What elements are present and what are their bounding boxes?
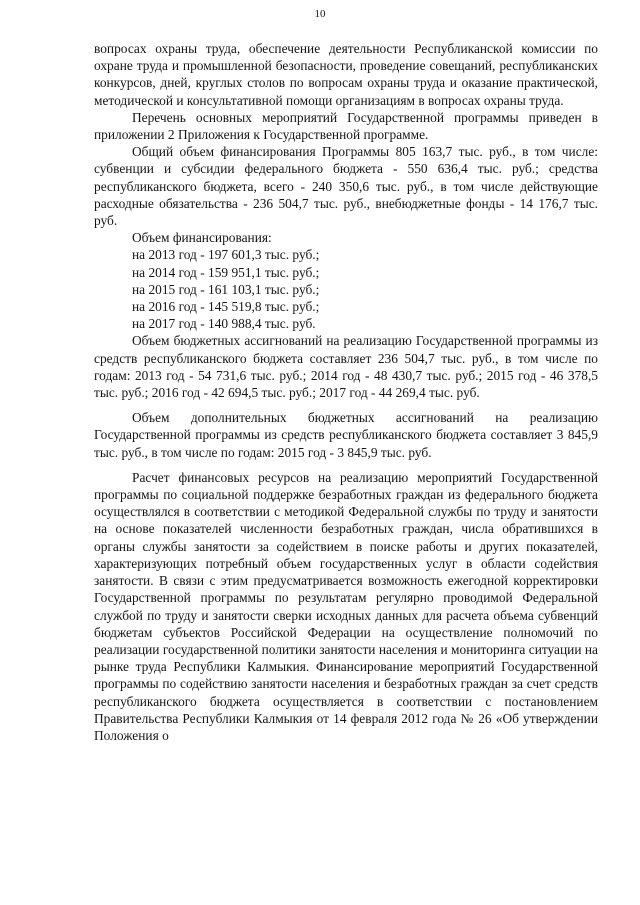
funding-item-2016: на 2016 год - 145 519,8 тыс. руб.; [132,299,320,315]
paragraph-additional-allocations: Объем дополнительных бюджетных ассигнований на реализацию Государственной программы из средств республиканского бюджета составляет 3 845,9 тыс. руб., в том числе по годам: 2015 год - 3 845,9 тыс. руб. [94,410,598,460]
paragraph-resource-calculation: Расчет финансовых ресурсов на реализацию мероприятий Государственной программы по социальной поддержке безработных граждан из федерального бюджета осуществлялся в соответствии с методикой Федеральной службы по труду и занятости на основе показателей численности безработных граждан, числа обратившихся в органы службы занятости за содействием в поиске работы и других показателей, характеризующих потребный объем государственных услуг в области содействия занятости. В связи с этим предусматривается возможность ежегодной корректировки Государственной программы по результатам регулярно проводимой Федеральной службой по труду и занятости сверки исходных данных для расчета объема субвенций бюджетам субъектов Российской Федерации на осуществление полномочий по реализации государственной политики занятости населения и мониторинга ситуации на рынке труда Республики Калмыкия. Финансирование мероприятий Государственной программы по содействию занятости населения и безработных граждан за счет средств республиканского бюджета осуществляется в соответствии с постановлением Правительства Республики Калмыкия от 14 февраля 2012 года № 26 «Об утверждении Положения о [94,469,598,743]
paragraph-total-funding: Общий объем финансирования Программы 805 163,7 тыс. руб., в том числе: субвенции и субсидии федерального бюджета - 550 636,4 тыс. руб.; средства республиканского бюджета, всего - 240 350,6 тыс. руб., в том числе действующие расходные обязательства - 236 504,7 тыс. руб., внебюджетные фонды - 14 176,7 тыс. руб. [94,144,598,229]
funding-item-2014: на 2014 год - 159 951,1 тыс. руб.; [132,264,320,280]
funding-item-2017: на 2017 год - 140 988,4 тыс. руб. [132,316,316,332]
paragraph-budget-allocations: Объем бюджетных ассигнований на реализацию Государственной программы из средств республиканского бюджета составляет 236 504,7 тыс. руб., в том числе по годам: 2013 год - 54 731,6 тыс. руб.; 2014 год - 48 430,7 тыс. руб.; 2015 год - 46 378,5 тыс. руб.; 2016 год - 42 694,5 тыс. руб.; 2017 год - 44 269,4 тыс. руб. [94,333,598,401]
paragraph-funding-heading: Объем финансирования: [132,230,272,246]
funding-item-2015: на 2015 год - 161 103,1 тыс. руб.; [132,281,320,297]
funding-item-2013: на 2013 год - 197 601,3 тыс. руб.; [132,247,320,263]
page-number: 10 [314,8,326,20]
body-text [94,40,598,744]
paragraph-continuation: вопросах охраны труда, обеспечение деятельности Республиканской комиссии по охране труда и промышленной безопасности, проведение совещаний, республиканских конкурсов, дней, круглых столов по вопросам охраны труда и оказание практической, методической и консультативной помощи организациям в вопросах охраны труда. [94,41,598,108]
paragraph-program-list: Перечень основных мероприятий Государственной программы приведен в приложении 2 Приложения к Государственной программе. [94,109,598,143]
